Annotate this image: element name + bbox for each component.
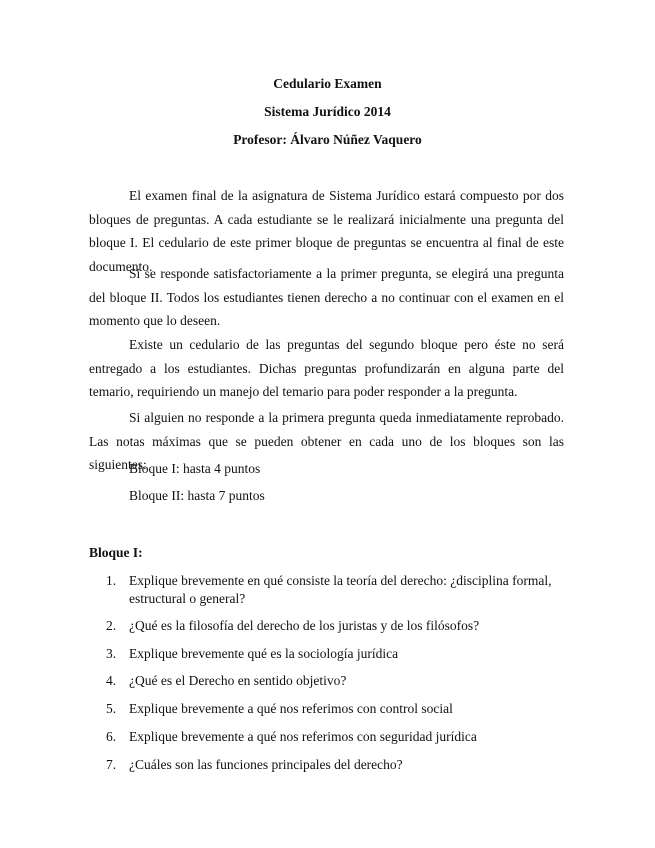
question-number: 2.: [106, 618, 117, 633]
professor-line: Profesor: Álvaro Núñez Vaquero: [233, 132, 422, 147]
paragraph-second-question: Si se responde satisfactoriamente a la primer pregunta, se elegirá una pregunta del bloque II. Todos los estudiantes tienen derecho a no continuar con el examen en el momento que lo deseen.: [89, 266, 564, 328]
question-number: 7.: [106, 757, 117, 772]
question-item: [106, 572, 566, 608]
question-number: 1.: [106, 573, 117, 588]
question-item: [106, 756, 566, 774]
question-item: [106, 672, 566, 690]
paragraph-exam-structure: El examen final de la asignatura de Sistema Jurídico estará compuesto por dos bloques de preguntas. A cada estudiante se le realizará inicialmente una pregunta del bloque I. El cedulario de este primer bloque de preguntas se encuentra al final de este documento.: [89, 188, 564, 274]
question-text: Explique brevemente en qué consiste la teoría del derecho: ¿disciplina formal, estructural o general?: [129, 573, 552, 606]
score-bloque-1: Bloque I: hasta 4 puntos: [129, 461, 261, 476]
question-number: 6.: [106, 729, 117, 744]
question-number: 5.: [106, 701, 117, 716]
document-title: Cedulario Examen: [273, 76, 382, 91]
question-item: [106, 617, 566, 635]
question-text: Explique brevemente a qué nos referimos con seguridad jurídica: [129, 729, 477, 744]
score-bloque-2: Bloque II: hasta 7 puntos: [129, 488, 265, 503]
question-text: ¿Qué es la filosofía del derecho de los juristas y de los filósofos?: [129, 618, 480, 633]
question-text: ¿Cuáles son las funciones principales del derecho?: [129, 757, 403, 772]
question-text: Explique brevemente qué es la sociología jurídica: [129, 646, 399, 661]
section-heading-bloque-1: Bloque I:: [89, 545, 143, 560]
question-number: 3.: [106, 646, 117, 661]
question-text: Explique brevemente a qué nos referimos con control social: [129, 701, 453, 716]
question-item: [106, 728, 566, 746]
question-text: ¿Qué es el Derecho en sentido objetivo?: [129, 673, 347, 688]
question-item: [106, 645, 566, 663]
paragraph-second-block: Existe un cedulario de las preguntas del segundo bloque pero éste no será entregado a los estudiantes. Dichas preguntas profundizarán en alguna parte del temario, requiriendo un manejo del temario para poder responder a la pregunta.: [89, 337, 564, 399]
question-number: 4.: [106, 673, 117, 688]
course-subtitle: Sistema Jurídico 2014: [264, 104, 391, 119]
paragraph-grading: Si alguien no responde a la primera pregunta queda inmediatamente reprobado. Las notas máximas que se pueden obtener en cada uno de los bloques son las siguientes:: [89, 410, 564, 472]
question-item: [106, 700, 566, 718]
